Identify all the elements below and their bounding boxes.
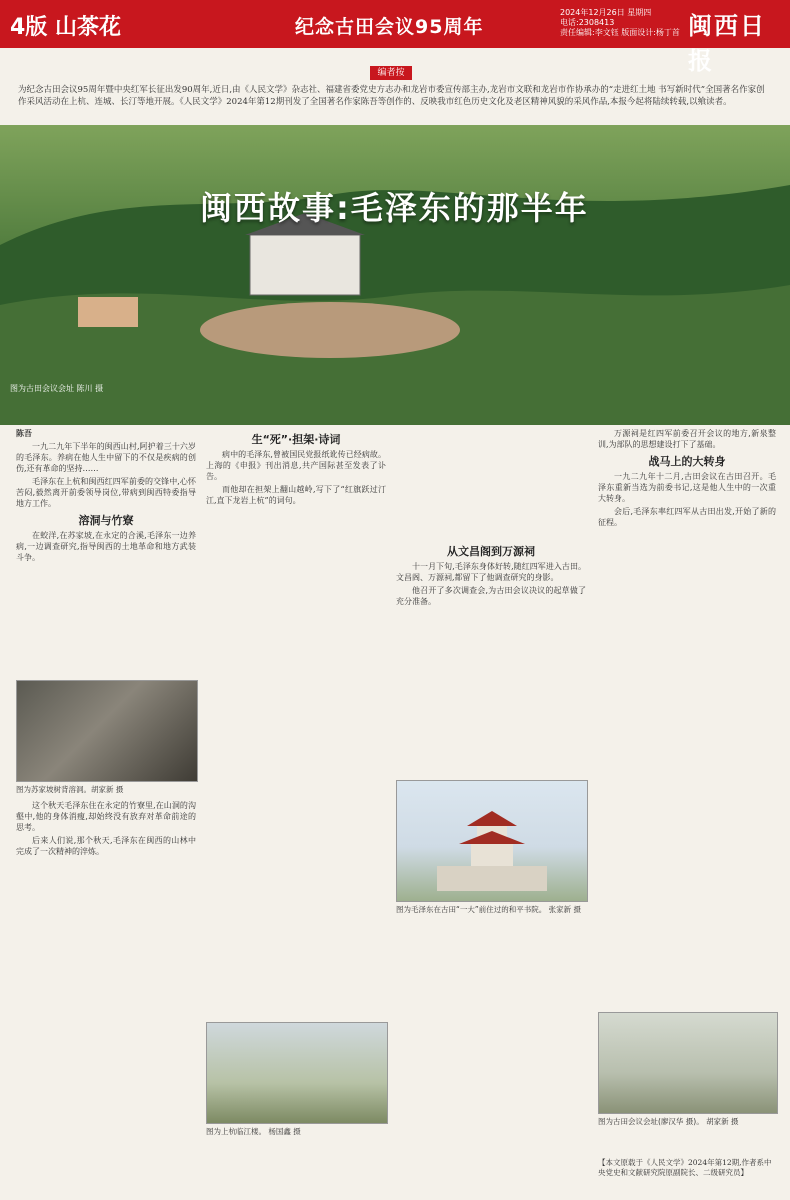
paragraph: 而他却在担架上翻山越岭,写下了“红旗跃过汀江,直下龙岩上杭”的词句。 bbox=[206, 485, 386, 505]
paragraph: 十一月下旬,毛泽东身体好转,随红四军进入古田。文昌阁、万源祠,都留下了他调查研究的身影。 bbox=[396, 562, 586, 582]
paragraph: 一九二九年十二月,古田会议在古田召开。毛泽东重新当选为前委书记,这是他人生中的一次重大转身。 bbox=[598, 472, 776, 503]
academy-photo bbox=[396, 780, 588, 902]
cave-photo bbox=[16, 680, 198, 782]
paragraph: 万源祠是红四军前委召开会议的地方,新泉整训,为部队的思想建设打下了基础。 bbox=[598, 429, 776, 449]
phone-text: 电话:2308413 bbox=[560, 18, 615, 27]
paragraph: 后来人们说,那个秋天,毛泽东在闽西的山林中完成了一次精神的淬炼。 bbox=[16, 836, 196, 856]
paragraph: 他召开了多次调查会,为古田会议决议的起草做了充分准备。 bbox=[396, 586, 586, 606]
article-footer: 【本文原载于《人民文学》2024年第12期,作者系中央党史和文献研究院原副院长、二级研究员】 bbox=[598, 1158, 772, 1177]
gate-photo bbox=[598, 1012, 778, 1114]
academy-caption: 图为毛泽东在古田“一大”前住过的和平书院。 张家新 摄 bbox=[396, 905, 582, 914]
paragraph: 病中的毛泽东,曾被国民党报纸讹传已经病故。上海的《申报》刊出消息,共产国际甚至发表了讣告。 bbox=[206, 450, 386, 481]
cave-caption: 图为苏家坡树背溶洞。胡家新 摄 bbox=[16, 785, 124, 794]
edition-label: 4版 山茶花 bbox=[10, 15, 121, 40]
masthead-meta bbox=[560, 8, 680, 38]
article-column-3 bbox=[396, 540, 586, 609]
paragraph: 毛泽东在上杭和闽西红四军前委的交锋中,心怀苦闷,毅然离开前委领导岗位,带病到闽西特委指导地方工作。 bbox=[16, 477, 196, 508]
article-column-4 bbox=[598, 428, 776, 530]
newspaper-logo: 闽西日报 bbox=[688, 11, 766, 75]
article-column-2 bbox=[206, 428, 386, 508]
section-heading: 溶洞与竹寮 bbox=[78, 514, 134, 527]
tower-photo bbox=[206, 1022, 388, 1124]
editors-text: 责任编辑:李文钰 版面设计:杨丁首 bbox=[560, 28, 680, 37]
editor-note: 为纪念古田会议95周年暨中央红军长征出发90周年,近日,由《人民文学》杂志社、福建省委党史方志办和龙岩市委宣传部主办,龙岩市文联和龙岩市作协承办的“走进红土地 书写新时代”全国著名作家创作采风活动在上杭、连城、长汀等地开展。《人民文学》2024年第12期刊发了全国著名作家陈吾等创作的、反映我市红色历史文化及老区精神风貌的采风作品,本报今起将陆续转载,以飨读者。 bbox=[18, 85, 765, 107]
gate-caption: 图为古田会议会址(廖汉华 摄)。 胡家新 摄 bbox=[598, 1117, 739, 1126]
paragraph: 会后,毛泽东率红四军从古田出发,开始了新的征程。 bbox=[598, 507, 776, 527]
paragraph: 一九二九年下半年的闽西山村,阿护着三十六岁的毛泽东。养病在他人生中留下的不仅是疾病的创伤,还有革命的坚持…… bbox=[16, 442, 196, 473]
hero-landscape bbox=[0, 125, 790, 425]
author-byline: 陈吾 bbox=[16, 428, 32, 438]
section-heading: 战马上的大转身 bbox=[648, 455, 726, 468]
article-column-1b bbox=[16, 800, 196, 859]
section-heading: 从文昌阁到万源祠 bbox=[447, 545, 535, 558]
pagoda-illustration bbox=[397, 781, 587, 901]
editor-note-label: 编者按 bbox=[370, 66, 412, 80]
hero-credit: 图为古田会议会址 陈川 摄 bbox=[10, 384, 104, 393]
hero-photo bbox=[0, 125, 790, 425]
tower-caption: 图为上杭临江楼。 杨国鑫 摄 bbox=[206, 1127, 301, 1136]
banner-title: 纪念古田会议95周年 bbox=[295, 16, 484, 38]
paragraph: 这个秋天毛泽东住在永定的竹寮里,在山洞的沟壑中,他的身体消瘦,却始终没有放弃对革命前途的思考。 bbox=[16, 801, 196, 832]
date-text: 2024年12月26日 星期四 bbox=[560, 8, 652, 17]
paragraph: 在蛟洋,在苏家坡,在永定的合溪,毛泽东一边养病,一边调查研究,指导闽西的土地革命和地方武装斗争。 bbox=[16, 531, 196, 562]
hero-title: 闽西故事:毛泽东的那半年 bbox=[200, 189, 589, 227]
article-column-1 bbox=[16, 428, 196, 565]
section-heading: 生“死”·担架·诗词 bbox=[251, 433, 341, 446]
